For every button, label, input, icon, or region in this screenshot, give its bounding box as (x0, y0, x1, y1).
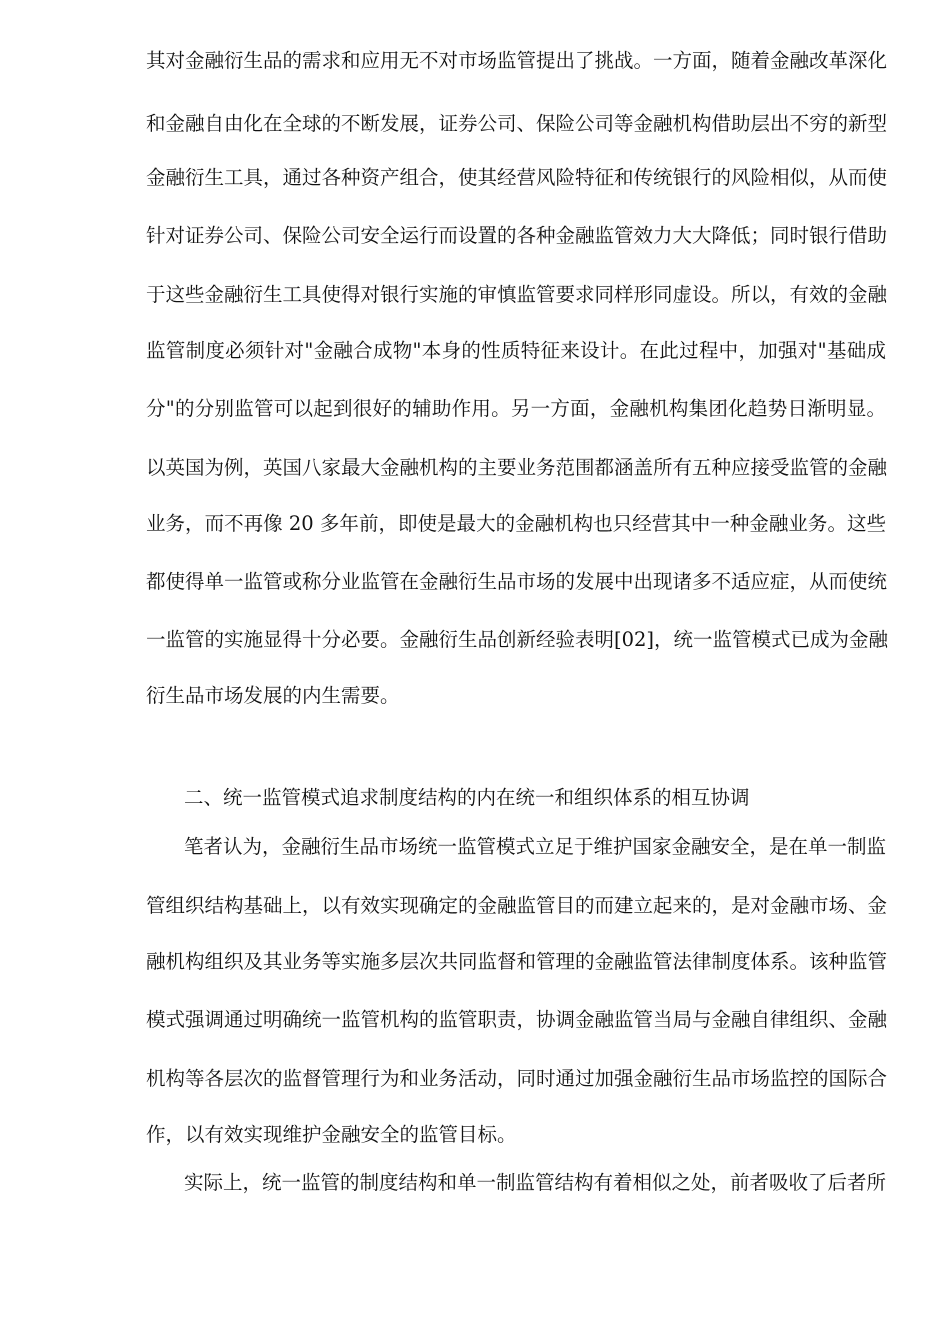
text-line: 作，以有效实现维护金融安全的监管目标。 (146, 1123, 517, 1146)
text-line: 融机构组织及其业务等实施多层次共同监督和管理的金融监管法律制度体系。该种监管 (146, 950, 888, 973)
text-line: 都使得单一监管或称分业监管在金融衍生品市场的发展中出现诸多不适应症，从而使统 (146, 570, 888, 593)
text-line: 实际上，统一监管的制度结构和单一制监管结构有着相似之处，前者吸收了后者所 (184, 1171, 887, 1194)
text-line: 监管制度必须针对"金融合成物"本身的性质特征来设计。在此过程中，加强对"基础成 (146, 339, 886, 362)
text-line: 于这些金融衍生工具使得对银行实施的审慎监管要求同样形同虚设。所以，有效的金融 (146, 283, 888, 306)
text-line: 模式强调通过明确统一监管机构的监管职责，协调金融监管当局与金融自律组织、金融 (146, 1008, 888, 1031)
text-line: 管组织结构基础上，以有效实现确定的金融监管目的而建立起来的，是对金融市场、金 (146, 894, 888, 917)
text-line: 其对金融衍生品的需求和应用无不对市场监管提出了挑战。一方面，随着金融改革深化 (146, 49, 888, 72)
section-heading: 二、统一监管模式追求制度结构的内在统一和组织体系的相互协调 (184, 786, 750, 809)
text-line: 金融衍生工具，通过各种资产组合，使其经营风险特征和传统银行的风险相似，从而使 (146, 166, 888, 189)
text-line: 和金融自由化在全球的不断发展，证券公司、保险公司等金融机构借助层出不穷的新型 (146, 112, 888, 135)
text-line: 机构等各层次的监督管理行为和业务活动，同时通过加强金融衍生品市场监控的国际合 (146, 1067, 888, 1090)
text-line: 以英国为例，英国八家最大金融机构的主要业务范围都涵盖所有五种应接受监管的金融 (146, 456, 888, 479)
text-line: 分"的分别监管可以起到很好的辅助作用。另一方面，金融机构集团化趋势日渐明显。 (146, 397, 886, 420)
text-line: 针对证券公司、保险公司安全运行而设置的各种金融监管效力大大降低；同时银行借助 (146, 224, 888, 247)
text-line: 业务，而不再像 20 多年前，即使是最大的金融机构也只经营其中一种金融业务。这些 (146, 512, 886, 535)
text-line: 笔者认为，金融衍生品市场统一监管模式立足于维护国家金融安全，是在单一制监 (184, 835, 887, 858)
text-line: 衍生品市场发展的内生需要。 (146, 684, 400, 707)
text-line: 一监管的实施显得十分必要。金融衍生品创新经验表明[02]，统一监管模式已成为金融 (146, 628, 889, 651)
